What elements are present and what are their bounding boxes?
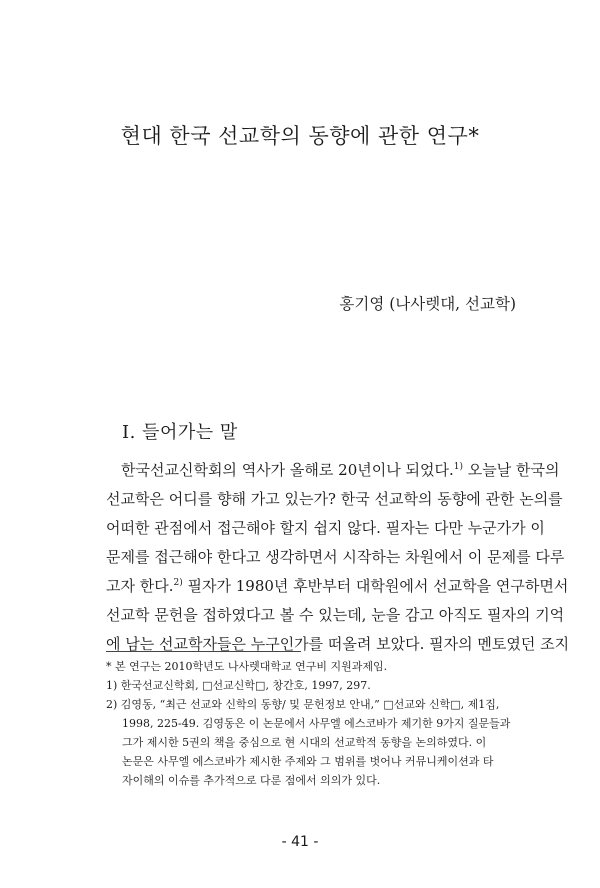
body-line — [106, 572, 569, 601]
footnotes — [106, 657, 510, 790]
page-number: - 41 - — [281, 834, 319, 850]
body-paragraph — [106, 456, 570, 659]
author-line: 홍기영 (나사렛대, 선교학) — [339, 295, 516, 313]
footnote-2-continuation: 그가 제시한 5권의 책을 중심으로 현 시대의 선교학적 동향을 논의하였다. 이 — [122, 736, 487, 749]
footnote-1: 1) 한국선교신학회, □선교신학□, 창간호, 1997, 297. — [106, 679, 371, 692]
section-heading: I. 들어가는 말 — [122, 422, 238, 443]
body-line — [106, 456, 560, 485]
body-line-text: 한국선교신학회의 역사가 올해로 20년이나 되었다.$^{1)}$ 오늘날 한국의 — [121, 461, 560, 479]
body-line: 어떠한 관점에서 접근해야 할지 쉽지 않다. 필자는 다만 누군가가 이 — [106, 519, 545, 537]
page-title: 현대 한국 선교학의 동향에 관한 연구* — [120, 124, 480, 148]
footnote-2-continuation: 1998, 225-49. 김영동은 이 논문에서 사무엘 에스코바가 제기한 9가지 질문들과 — [122, 717, 511, 730]
body-line: 문제를 접근해야 한다고 생각하면서 시작하는 차원에서 이 문제를 다루 — [106, 548, 565, 566]
footnote-star: * 본 연구는 2010학년도 나사렛대학교 연구비 지원과제임. — [106, 660, 388, 673]
footnote-ref-2: 2) — [173, 578, 183, 588]
body-line: 선교학은 어디를 향해 가고 있는가? 한국 선교학의 동향에 관한 논의를 — [106, 490, 563, 508]
footnote-divider — [106, 651, 301, 652]
footnote-2: 2) 김영동, “최근 선교와 신학의 동향/ 및 문헌정보 안내,” □선교와 신학□, 제1집, — [106, 698, 500, 711]
footnote-ref-1: 1) — [453, 462, 463, 472]
body-line: 선교학 문헌을 접하였다고 볼 수 있는데, 눈을 감고 아직도 필자의 기억 — [106, 606, 565, 624]
footnote-2-continuation: 논문은 사무엘 에스코바가 제시한 주제와 그 범위를 벗어나 커뮤니케이션과 타 — [122, 755, 494, 768]
body-line-text: 고자 한다.$^{2)}$ 필자가 1980년 후반부터 대학원에서 선교학을 연구하면서 — [106, 577, 569, 595]
footnote-2-continuation: 자이해의 이슈를 추가적으로 다룬 점에서 의의가 있다. — [122, 774, 381, 787]
body-line: 에 남는 선교학자들은 누구인가를 떠올려 보았다. 필자의 멘토였던 조지 — [106, 635, 570, 653]
